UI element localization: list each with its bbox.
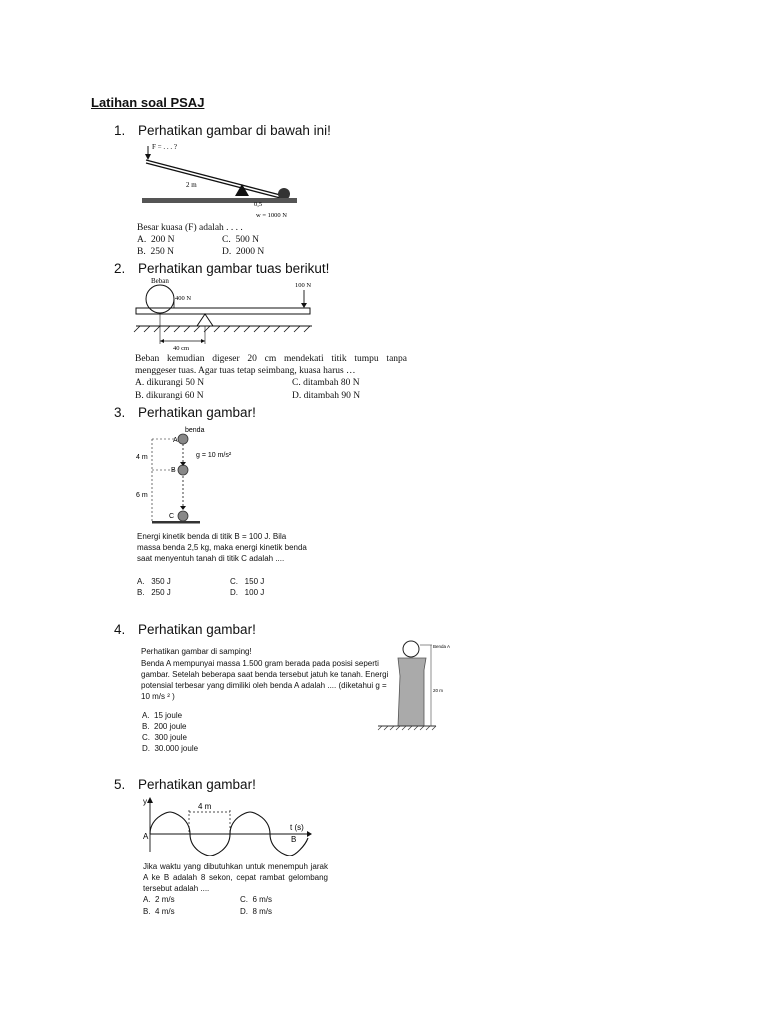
lever-incline-figure — [138, 140, 300, 224]
point-a-label: A — [143, 832, 149, 841]
question-5-text: Jika waktu yang dibutuhkan untuk menempuh jarak A ke B adalah 8 sekon, cepat rambat gelombang tersebut adalah .... — [143, 862, 328, 893]
option-a: A. 350 J — [137, 577, 171, 586]
lever-beam-figure — [130, 274, 320, 352]
option-b: B. 4 m/s — [143, 907, 175, 916]
ground — [152, 521, 200, 524]
question-4-heading — [114, 622, 256, 637]
question-1-heading — [114, 123, 331, 138]
tower — [398, 658, 426, 726]
wave-figure — [140, 794, 320, 856]
beban-label: Beban — [151, 277, 169, 285]
question-4-text: Benda A mempunyai massa 1.500 gram berada pada posisi seperti gambar. Setelah beberapa saat benda tersebut jatuh ke tanah. Energi potensial terbesar yang dimiliki oleh benda A adalah .... (diketahui g = 10 m/s ² ) — [141, 659, 389, 701]
fulcrum-icon — [197, 314, 213, 326]
option-b: B. dikurangi 60 N — [135, 391, 204, 401]
option-d: D. 8 m/s — [240, 907, 273, 916]
question-number: 4. — [114, 622, 126, 637]
height-2-label: 6 m — [136, 492, 148, 499]
page-title: Latihan soal PSAJ — [91, 95, 205, 110]
option-d: D. 30.000 joule — [142, 744, 199, 753]
option-b: B. 250 J — [137, 588, 171, 597]
question-3-text: Energi kinetik benda di titik B = 100 J. Bila massa benda 2,5 kg, maka energi kinetik benda saat menyentuh tanah di titik C adalah .... — [137, 532, 307, 563]
load-ball-icon — [146, 285, 174, 313]
time-axis-label: t (s) — [290, 823, 304, 832]
point-c-label: C — [169, 513, 175, 520]
y-axis-label: y — [143, 797, 147, 806]
question-number: 5. — [114, 777, 126, 792]
benda-label: benda — [185, 427, 205, 434]
benda-a-label: Benda A — [433, 644, 451, 649]
option-a: A. 200 N — [137, 235, 175, 245]
question-number: 1. — [114, 123, 126, 138]
option-d: D. ditambah 90 N — [292, 391, 361, 401]
free-fall-figure — [134, 422, 254, 526]
point-b-label: B — [171, 467, 176, 474]
height-1-label: 4 m — [136, 454, 148, 461]
tower-figure — [376, 636, 466, 734]
question-4-intro: Perhatikan gambar di samping! — [141, 647, 252, 656]
option-c: C. 150 J — [230, 577, 265, 586]
ball-b-icon — [178, 465, 188, 475]
effort-arrow-icon — [301, 303, 307, 308]
option-c: C. ditambah 80 N — [292, 378, 360, 388]
height-label: 20 m — [433, 688, 444, 693]
question-1-text: Besar kuasa (F) adalah . . . . — [137, 223, 243, 233]
option-b: B. 250 N — [137, 247, 174, 257]
option-c: C. 6 m/s — [240, 895, 273, 904]
ground-hatch — [134, 326, 310, 332]
option-c: C. 500 N — [222, 235, 259, 245]
option-b: B. 200 joule — [142, 722, 187, 731]
option-d: D. 100 J — [230, 588, 265, 597]
ground-hatch — [378, 726, 436, 730]
option-c: C. 300 joule — [142, 733, 187, 742]
ball-c-icon — [178, 511, 188, 521]
heading-text: Perhatikan gambar! — [138, 777, 256, 792]
force-label: F = . . . ? — [152, 143, 177, 151]
option-d: D. 2000 N — [222, 247, 265, 257]
ball-a-icon — [178, 434, 188, 444]
heading-text: Perhatikan gambar tuas berikut! — [138, 261, 330, 276]
effort-label: 100 N — [295, 282, 312, 289]
heading-text: Perhatikan gambar! — [138, 622, 256, 637]
heading-text: Perhatikan gambar di bawah ini! — [138, 123, 331, 138]
question-3-heading — [114, 405, 256, 420]
ground — [142, 198, 297, 203]
short-arm-label: 0,5 — [254, 201, 263, 208]
ball-icon — [403, 641, 419, 657]
load-label: 400 N — [175, 295, 192, 302]
option-a: A. dikurangi 50 N — [135, 378, 205, 388]
weight-label: w = 1000 N — [256, 212, 287, 219]
option-a: A. 2 m/s — [143, 895, 175, 904]
point-a-label: A — [173, 437, 178, 444]
gravity-label: g = 10 m/s² — [196, 452, 232, 459]
question-number: 3. — [114, 405, 126, 420]
distance-label: 40 cm — [173, 345, 190, 352]
option-a: A. 15 joule — [142, 711, 183, 720]
wavelength-label: 4 m — [198, 802, 212, 811]
heading-text: Perhatikan gambar! — [138, 405, 256, 420]
question-2-text: Beban kemudian digeser 20 cm mendekati titik tumpu tanpa menggeser tuas. Agar tuas tetap seimbang, kuasa harus … — [135, 354, 407, 376]
point-b-label: B — [291, 835, 297, 844]
question-5-heading — [114, 777, 256, 792]
length-label: 2 m — [186, 181, 197, 189]
question-number: 2. — [114, 261, 126, 276]
